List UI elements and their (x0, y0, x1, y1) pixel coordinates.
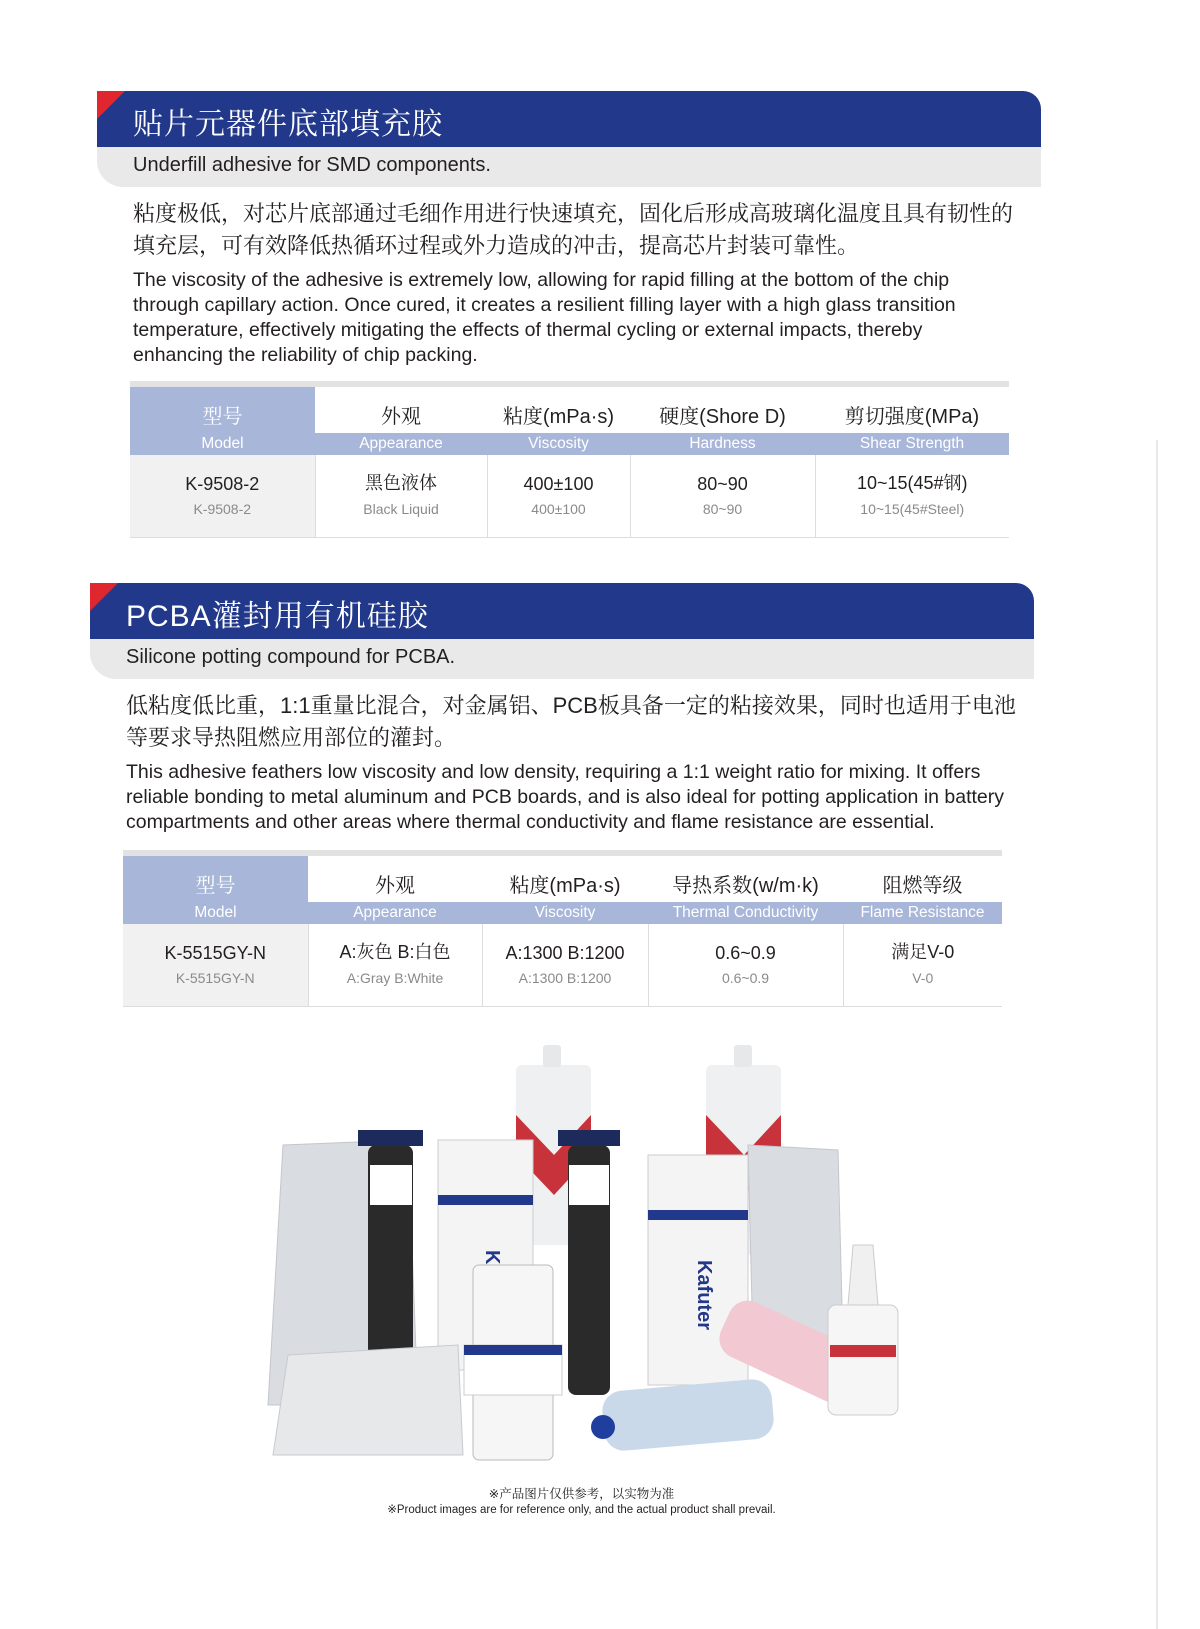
header-hardness-cn: 硬度(Shore D) (659, 406, 786, 428)
cell-appearance: A:灰色 B:白色 (308, 924, 482, 966)
cell-model: K-5515GY-N (123, 924, 308, 966)
footnote-en: ※Product images are for reference only, and the actual product shall prevail. (387, 1504, 776, 1516)
section-subtitle-bar (90, 639, 1034, 679)
cell-viscosity-en: A:1300 B:1200 (482, 966, 648, 1007)
header-hardness-en: Hardness (630, 433, 815, 455)
section-title-cn: 贴片元器件底部填充胶 (133, 108, 443, 141)
foil-pouch (273, 1345, 463, 1455)
cell-appearance: 黑色液体 (315, 455, 487, 497)
spec-table (130, 387, 1009, 538)
description-en: This adhesive feathers low viscosity and low density, requiring a 1:1 weight ratio for mixing. It offers reliable bonding to metal aluminum and PCB boards, and is also ideal for potting application in battery compartments and other areas where thermal conductivity and flame resistance are essential. (126, 761, 1005, 833)
header-appearance-cn: 外观 (381, 406, 421, 428)
red-corner-accent (97, 91, 125, 119)
cell-thermal: 0.6~0.9 (648, 924, 843, 966)
header-shear-en: Shear Strength (815, 433, 1009, 455)
header-shear-cn: 剪切强度(MPa) (844, 406, 980, 428)
cell-viscosity: 400±100 (487, 455, 630, 497)
header-viscosity-cn: 粘度(mPa·s) (502, 406, 615, 428)
header-thermal-cn: 导热系数(w/m·k) (672, 875, 819, 897)
cell-appearance-en: A:Gray B:White (308, 966, 482, 1007)
section-title-banner (97, 91, 1041, 151)
cell-model-en: K-9508-2 (130, 497, 315, 538)
cell-shear-en: 10~15(45#Steel) (815, 497, 1009, 538)
header-model-cn: 型号 (123, 856, 308, 902)
header-model-en: Model (130, 433, 315, 455)
cell-appearance-en: Black Liquid (315, 497, 487, 538)
description-cn: 粘度极低，对芯片底部通过毛细作用进行快速填充，固化后形成高玻璃化温度且具有韧性的填充层，可有效降低热循环过程或外力造成的冲击，提高芯片封装可靠性。 (133, 201, 1014, 258)
section-subtitle-bar (97, 147, 1041, 187)
blue-tube (601, 1378, 776, 1453)
section-title-cn: PCBA灌封用有机硅胶 (126, 600, 429, 633)
spec-table (123, 856, 1002, 1007)
cell-flame-en: V-0 (843, 966, 1002, 1007)
svg-text:Kafuter: Kafuter (693, 1259, 715, 1331)
cell-hardness: 80~90 (630, 455, 815, 497)
cell-flame: 满足V-0 (843, 924, 1002, 966)
header-viscosity-en: Viscosity (487, 433, 630, 455)
header-flame-cn: 阻燃等级 (882, 875, 963, 897)
description-en: The viscosity of the adhesive is extremely low, allowing for rapid filling at the bottom of the chip through capillary action. Once cured, it creates a resilient filling layer with a high glass transition temperature, effectively mitigating the effects of thermal cycling or external impacts, thereby enhancing the reliability of chip packing. (133, 269, 956, 366)
header-flame-en: Flame Resistance (843, 902, 1002, 924)
cell-thermal-en: 0.6~0.9 (648, 966, 843, 1007)
cell-hardness-en: 80~90 (630, 497, 815, 538)
description-cn: 低粘度低比重，1:1重量比混合，对金属铝、PCB板具备一定的粘接效果，同时也适用于电池等要求导热阻燃应用部位的灌封。 (126, 693, 1016, 750)
red-corner-accent (90, 583, 118, 611)
section-title-en: Silicone potting compound for PCBA. (126, 646, 456, 668)
header-appearance-cn: 外观 (375, 875, 415, 897)
cell-model: K-9508-2 (130, 455, 315, 497)
cell-viscosity: A:1300 B:1200 (482, 924, 648, 966)
section-title-banner (90, 583, 1034, 643)
header-model-cn: 型号 (130, 387, 315, 433)
product-group-image (258, 1045, 908, 1475)
header-viscosity-en: Viscosity (482, 902, 648, 924)
header-thermal-en: Thermal Conductivity (648, 902, 843, 924)
header-viscosity-cn: 粘度(mPa·s) (509, 875, 621, 897)
cell-viscosity-en: 400±100 (487, 497, 630, 538)
section-title-en: Underfill adhesive for SMD components. (133, 154, 491, 176)
cell-shear: 10~15(45#钢) (815, 455, 1009, 497)
footnote-cn: ※产品图片仅供参考，以实物为准 (488, 1487, 675, 1501)
cell-model-en: K-5515GY-N (123, 966, 308, 1007)
header-appearance-en: Appearance (308, 902, 482, 924)
bottle-4323N (828, 1305, 898, 1415)
header-model-en: Model (123, 902, 308, 924)
header-appearance-en: Appearance (315, 433, 487, 455)
page-edge-line (1156, 440, 1158, 1629)
